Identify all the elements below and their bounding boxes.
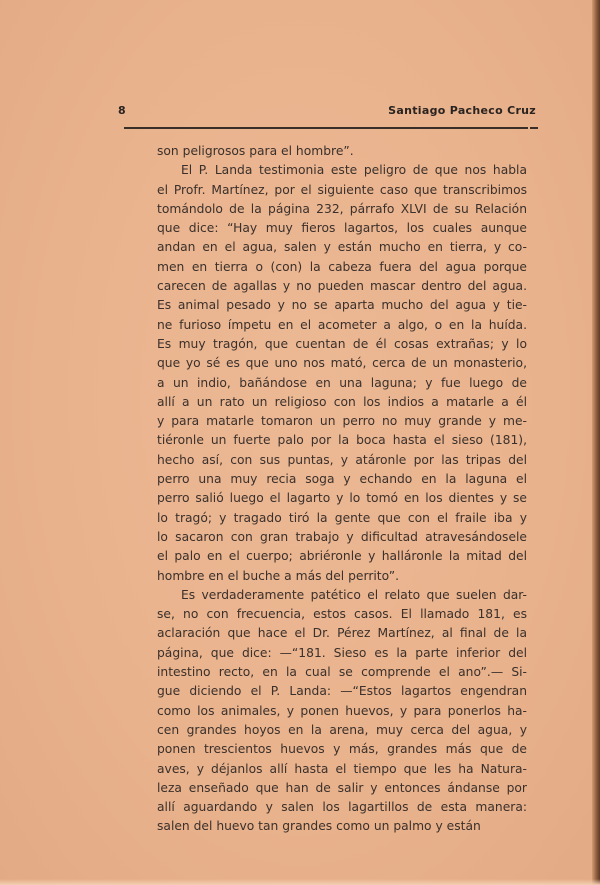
text-line: hombre en el buche a más del perrito”. bbox=[157, 568, 399, 583]
text-line: intestino recto, en la cual se comprende el ano”.— Si- bbox=[157, 665, 527, 680]
text-line: son peligrosos para el hombre”. bbox=[157, 144, 354, 158]
text-line: perro una muy recia soga y echando en la laguna el bbox=[157, 472, 527, 487]
text-line: El P. Landa testimonia este peligro de que nos habla bbox=[181, 163, 527, 178]
text-line: Es animal pesado y no se aparta mucho del agua y tie- bbox=[157, 298, 527, 313]
text-line: el palo en el cuerpo; abriéronle y halláronle la mitad del bbox=[157, 549, 527, 564]
text-line: leza enseñado que han de salir y entonces ándanse por bbox=[157, 780, 527, 795]
page-header bbox=[118, 104, 536, 120]
header-rule-tail bbox=[530, 127, 538, 129]
text-line: se, no con frecuencia, estos casos. El llamado 181, es bbox=[157, 607, 527, 622]
text-line: Es muy tragón, que cuentan de él cosas extrañas; y lo bbox=[157, 336, 527, 351]
header-rule bbox=[124, 127, 528, 129]
text-line: que yo sé es que uno nos mató, cerca de un monasterio, bbox=[157, 356, 527, 371]
text-line: carecen de agallas y no pueden mascar dentro del agua. bbox=[157, 279, 527, 294]
text-line: perro salió luego el lagarto y lo tomó en los dientes y se bbox=[157, 491, 527, 506]
paragraph bbox=[157, 142, 527, 161]
text-line: hecho así, con sus puntas, y atáronle por las tripas del bbox=[157, 452, 527, 467]
running-head-author: Santiago Pacheco Cruz bbox=[388, 104, 536, 117]
text-line: tomándolo de la página 232, párrafo XLVI de su Relación bbox=[157, 201, 527, 216]
text-line: Es verdaderamente patético el relato que suelen dar- bbox=[181, 587, 527, 602]
paragraph bbox=[157, 161, 527, 586]
text-line: cen grandes hoyos en la arena, muy cerca del agua, y bbox=[157, 722, 527, 737]
paragraph bbox=[157, 586, 527, 837]
text-line: men en tierra o (con) la cabeza fuera del agua porque bbox=[157, 259, 527, 274]
page-edge-shadow bbox=[592, 0, 600, 885]
page-number: 8 bbox=[118, 104, 126, 117]
text-line: lo tragó; y tragado tiró la gente que con el fraile iba y bbox=[157, 510, 527, 525]
text-line: ponen trescientos huevos y más, grandes más que de bbox=[157, 742, 527, 757]
text-line: allí a un rato un religioso con los indios a matarle a él bbox=[157, 394, 527, 409]
text-line: andan en el agua, salen y están mucho en tierra, y co- bbox=[157, 240, 527, 255]
text-line: ne furioso ímpetu en el acometer a algo, o en la huída. bbox=[157, 317, 527, 332]
text-line: gue diciendo el P. Landa: —“Estos lagartos engendran bbox=[157, 684, 527, 699]
text-line: tiéronle un fuerte palo por la boca hasta el sieso (181), bbox=[157, 433, 527, 448]
text-line: y para matarle tomaron un perro no muy grande y me- bbox=[157, 414, 527, 429]
text-line: como los animales, y ponen huevos, y para ponerlos ha- bbox=[157, 703, 527, 718]
text-line: aves, y déjanlos allí hasta el tiempo que les ha Natura- bbox=[157, 761, 527, 776]
text-line: aclaración que hace el Dr. Pérez Martínez, al final de la bbox=[157, 626, 527, 641]
text-line: que dice: “Hay muy fieros lagartos, los cuales aunque bbox=[157, 221, 527, 236]
text-line: a un indio, bañándose en una laguna; y fue luego de bbox=[157, 375, 527, 390]
text-line: página, que dice: —“181. Sieso es la parte inferior del bbox=[157, 645, 527, 660]
text-line: salen del huevo tan grandes como un palmo y están bbox=[157, 819, 481, 834]
page-bottom-edge bbox=[0, 879, 600, 885]
body-text bbox=[157, 142, 527, 837]
text-line: el Profr. Martínez, por el siguiente caso que transcribimos bbox=[157, 182, 527, 197]
text-line: allí aguardando y salen los lagartillos de esta manera: bbox=[157, 800, 527, 815]
text-line: lo sacaron con gran trabajo y dificultad atravesándosele bbox=[157, 529, 527, 544]
